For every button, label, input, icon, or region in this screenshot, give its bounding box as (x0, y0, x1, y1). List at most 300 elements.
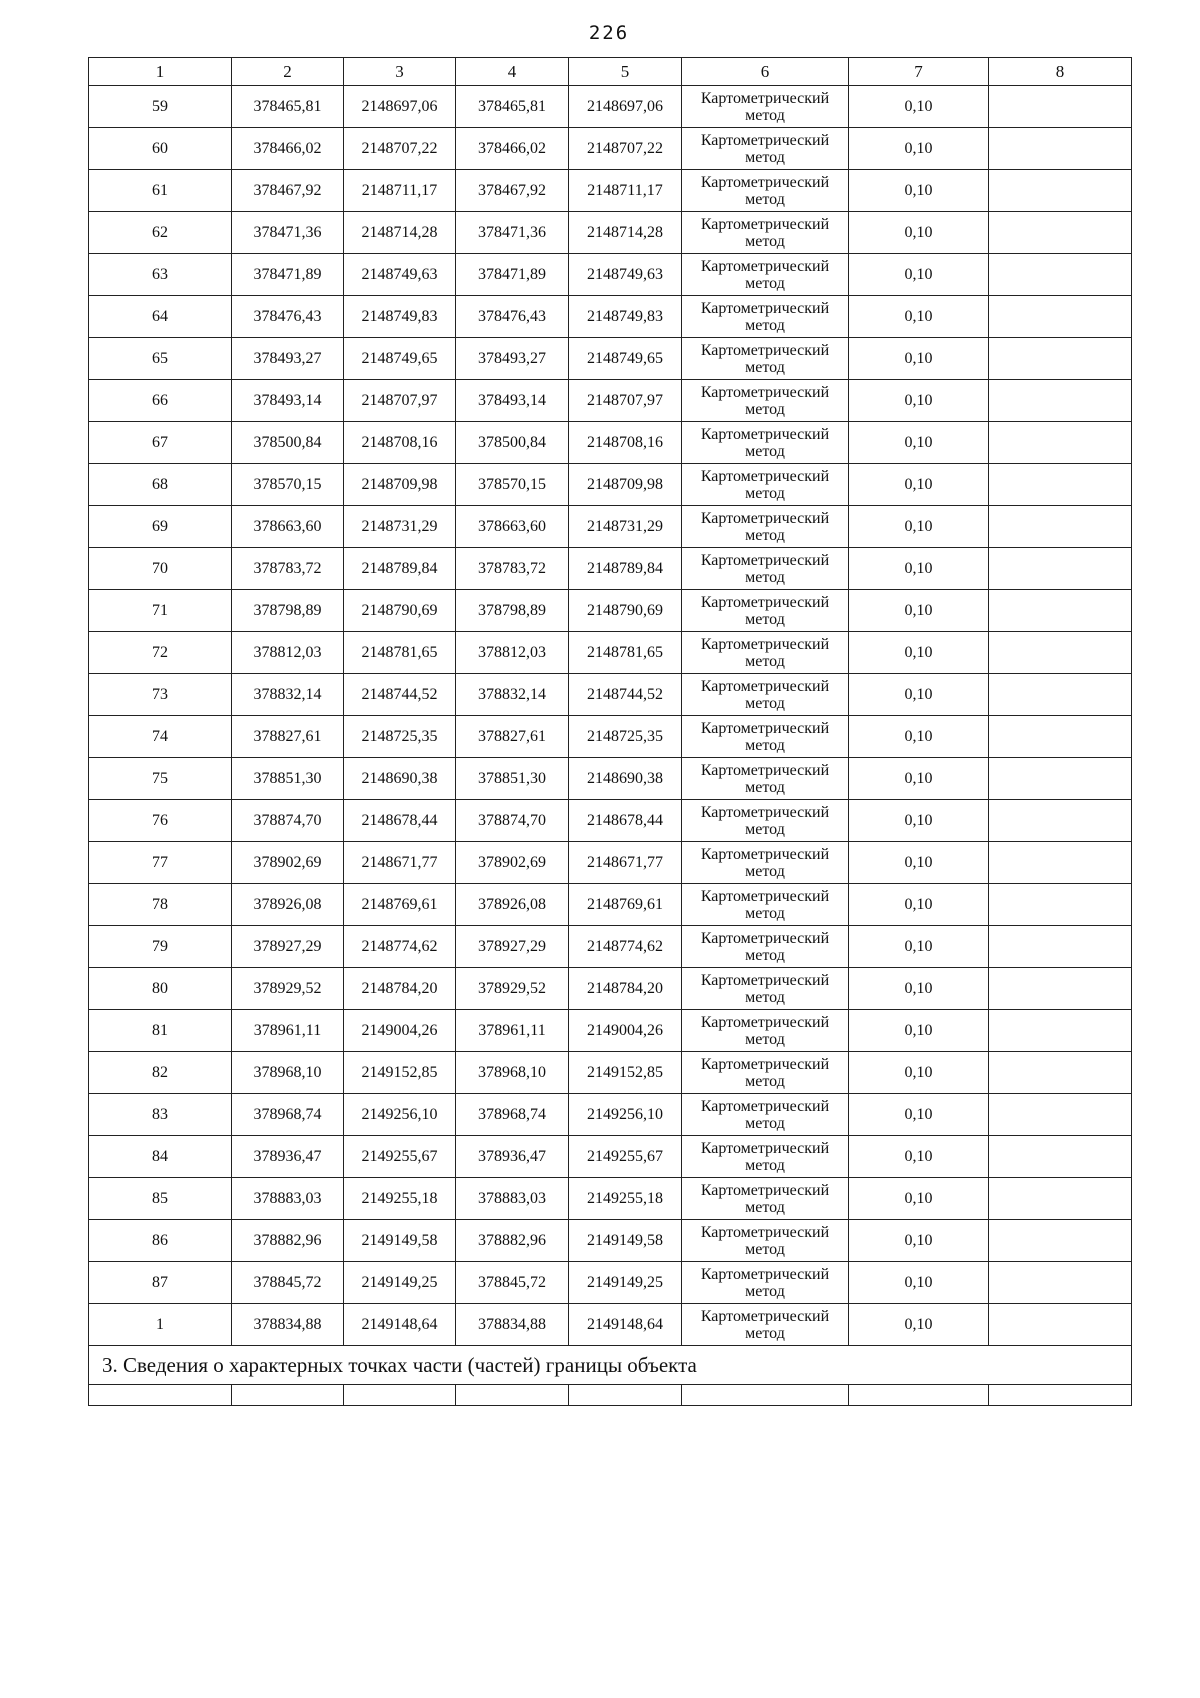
accuracy-cell: 0,10 (849, 758, 989, 800)
y-old-cell: 2148744,52 (344, 674, 456, 716)
point-number-cell: 65 (89, 338, 232, 380)
y-new-cell: 2149255,18 (569, 1178, 682, 1220)
point-number-cell: 87 (89, 1262, 232, 1304)
x-old-cell: 378882,96 (232, 1220, 344, 1262)
y-old-cell: 2149004,26 (344, 1010, 456, 1052)
x-new-cell: 378882,96 (456, 1220, 569, 1262)
x-new-cell: 378929,52 (456, 968, 569, 1010)
description-cell (989, 86, 1132, 128)
y-new-cell: 2148784,20 (569, 968, 682, 1010)
method-line: Картометрический (700, 425, 830, 443)
method-line: метод (745, 820, 785, 838)
y-new-cell: 2148711,17 (569, 170, 682, 212)
x-old-cell: 378812,03 (232, 632, 344, 674)
y-old-cell: 2148725,35 (344, 716, 456, 758)
description-cell (989, 170, 1132, 212)
description-cell (989, 1052, 1132, 1094)
point-number-cell: 63 (89, 254, 232, 296)
y-old-cell: 2148697,06 (344, 86, 456, 128)
y-old-cell: 2148711,17 (344, 170, 456, 212)
method-cell (682, 212, 849, 254)
method-line: метод (745, 862, 785, 880)
x-new-cell: 378902,69 (456, 842, 569, 884)
method-cell (682, 1094, 849, 1136)
accuracy-cell: 0,10 (849, 1136, 989, 1178)
table-row (89, 380, 1132, 422)
x-new-cell: 378476,43 (456, 296, 569, 338)
method-line: Картометрический (700, 89, 830, 107)
table-row (89, 1178, 1132, 1220)
method-cell (682, 884, 849, 926)
x-old-cell: 378883,03 (232, 1178, 344, 1220)
y-old-cell: 2148790,69 (344, 590, 456, 632)
empty-cell (89, 1385, 232, 1406)
method-line: метод (745, 1324, 785, 1342)
method-line: метод (745, 1114, 785, 1132)
description-cell (989, 128, 1132, 170)
method-line: Картометрический (700, 845, 830, 863)
x-old-cell: 378874,70 (232, 800, 344, 842)
coordinates-table (88, 57, 1132, 1406)
y-old-cell: 2148671,77 (344, 842, 456, 884)
x-old-cell: 378493,14 (232, 380, 344, 422)
accuracy-cell: 0,10 (849, 380, 989, 422)
point-number-cell: 83 (89, 1094, 232, 1136)
description-cell (989, 1136, 1132, 1178)
x-new-cell: 378783,72 (456, 548, 569, 590)
y-old-cell: 2148714,28 (344, 212, 456, 254)
point-number-cell: 61 (89, 170, 232, 212)
y-old-cell: 2148749,83 (344, 296, 456, 338)
accuracy-cell: 0,10 (849, 338, 989, 380)
x-new-cell: 378927,29 (456, 926, 569, 968)
accuracy-cell: 0,10 (849, 716, 989, 758)
accuracy-cell: 0,10 (849, 1304, 989, 1346)
x-old-cell: 378834,88 (232, 1304, 344, 1346)
method-line: метод (745, 1198, 785, 1216)
description-cell (989, 590, 1132, 632)
y-new-cell: 2149149,25 (569, 1262, 682, 1304)
method-line: метод (745, 1240, 785, 1258)
y-old-cell: 2148774,62 (344, 926, 456, 968)
x-old-cell: 378827,61 (232, 716, 344, 758)
empty-cell (232, 1385, 344, 1406)
point-number-cell: 82 (89, 1052, 232, 1094)
y-new-cell: 2148709,98 (569, 464, 682, 506)
method-line: Картометрический (700, 383, 830, 401)
y-new-cell: 2148690,38 (569, 758, 682, 800)
y-old-cell: 2148708,16 (344, 422, 456, 464)
description-cell (989, 1220, 1132, 1262)
x-new-cell: 378570,15 (456, 464, 569, 506)
method-line: Картометрический (700, 761, 830, 779)
method-line: метод (745, 1282, 785, 1300)
method-line: Картометрический (700, 341, 830, 359)
method-cell (682, 338, 849, 380)
accuracy-cell: 0,10 (849, 1178, 989, 1220)
method-line: метод (745, 904, 785, 922)
x-old-cell: 378902,69 (232, 842, 344, 884)
description-cell (989, 506, 1132, 548)
table-row (89, 296, 1132, 338)
method-line: метод (745, 400, 785, 418)
accuracy-cell: 0,10 (849, 212, 989, 254)
empty-row (89, 1385, 1132, 1406)
x-old-cell: 378471,36 (232, 212, 344, 254)
method-cell (682, 128, 849, 170)
x-new-cell: 378466,02 (456, 128, 569, 170)
x-old-cell: 378476,43 (232, 296, 344, 338)
accuracy-cell: 0,10 (849, 926, 989, 968)
page-number: 226 (588, 22, 630, 44)
description-cell (989, 716, 1132, 758)
point-number-cell: 71 (89, 590, 232, 632)
table-row (89, 422, 1132, 464)
method-line: метод (745, 106, 785, 124)
table-row (89, 506, 1132, 548)
y-old-cell: 2148781,65 (344, 632, 456, 674)
method-cell (682, 86, 849, 128)
y-new-cell: 2148744,52 (569, 674, 682, 716)
method-cell (682, 1220, 849, 1262)
x-old-cell: 378929,52 (232, 968, 344, 1010)
x-old-cell: 378493,27 (232, 338, 344, 380)
method-cell (682, 548, 849, 590)
x-new-cell: 378500,84 (456, 422, 569, 464)
y-old-cell: 2148678,44 (344, 800, 456, 842)
accuracy-cell: 0,10 (849, 1052, 989, 1094)
table-row (89, 1220, 1132, 1262)
y-old-cell: 2148769,61 (344, 884, 456, 926)
accuracy-cell: 0,10 (849, 632, 989, 674)
accuracy-cell: 0,10 (849, 296, 989, 338)
description-cell (989, 464, 1132, 506)
method-line: Картометрический (700, 1223, 830, 1241)
method-cell (682, 464, 849, 506)
method-cell (682, 170, 849, 212)
y-new-cell: 2148790,69 (569, 590, 682, 632)
y-new-cell: 2148731,29 (569, 506, 682, 548)
description-cell (989, 212, 1132, 254)
method-line: метод (745, 694, 785, 712)
method-line: Картометрический (700, 215, 830, 233)
section-row (89, 1346, 1132, 1385)
description-cell (989, 884, 1132, 926)
description-cell (989, 800, 1132, 842)
method-line: метод (745, 736, 785, 754)
point-number-cell: 70 (89, 548, 232, 590)
y-new-cell: 2148678,44 (569, 800, 682, 842)
method-line: Картометрический (700, 803, 830, 821)
method-line: Картометрический (700, 467, 830, 485)
y-new-cell: 2148707,97 (569, 380, 682, 422)
table-row (89, 674, 1132, 716)
method-line: Картометрический (700, 257, 830, 275)
accuracy-cell: 0,10 (849, 590, 989, 632)
x-new-cell: 378827,61 (456, 716, 569, 758)
method-cell (682, 1136, 849, 1178)
method-cell (682, 1178, 849, 1220)
header-cell: 2 (232, 58, 344, 86)
y-old-cell: 2148784,20 (344, 968, 456, 1010)
method-cell (682, 1262, 849, 1304)
method-cell (682, 380, 849, 422)
method-line: Картометрический (700, 1139, 830, 1157)
accuracy-cell: 0,10 (849, 422, 989, 464)
x-new-cell: 378798,89 (456, 590, 569, 632)
table-row (89, 128, 1132, 170)
method-line: Картометрический (700, 1055, 830, 1073)
method-cell (682, 1010, 849, 1052)
method-line: Картометрический (700, 299, 830, 317)
x-new-cell: 378812,03 (456, 632, 569, 674)
table-row (89, 1262, 1132, 1304)
method-cell (682, 758, 849, 800)
method-line: Картометрический (700, 1181, 830, 1199)
x-new-cell: 378471,36 (456, 212, 569, 254)
method-line: Картометрический (700, 1013, 830, 1031)
accuracy-cell: 0,10 (849, 1262, 989, 1304)
table-row (89, 1052, 1132, 1094)
point-number-cell: 59 (89, 86, 232, 128)
accuracy-cell: 0,10 (849, 1010, 989, 1052)
y-old-cell: 2149256,10 (344, 1094, 456, 1136)
table-row (89, 1094, 1132, 1136)
y-old-cell: 2148709,98 (344, 464, 456, 506)
table-row (89, 632, 1132, 674)
description-cell (989, 968, 1132, 1010)
point-number-cell: 68 (89, 464, 232, 506)
y-old-cell: 2148731,29 (344, 506, 456, 548)
point-number-cell: 84 (89, 1136, 232, 1178)
description-cell (989, 1010, 1132, 1052)
header-cell: 8 (989, 58, 1132, 86)
method-line: метод (745, 526, 785, 544)
point-number-cell: 85 (89, 1178, 232, 1220)
accuracy-cell: 0,10 (849, 1094, 989, 1136)
empty-cell (849, 1385, 989, 1406)
x-new-cell: 378936,47 (456, 1136, 569, 1178)
x-new-cell: 378663,60 (456, 506, 569, 548)
header-cell: 4 (456, 58, 569, 86)
x-new-cell: 378465,81 (456, 86, 569, 128)
point-number-cell: 64 (89, 296, 232, 338)
x-new-cell: 378834,88 (456, 1304, 569, 1346)
header-cell: 6 (682, 58, 849, 86)
method-line: метод (745, 988, 785, 1006)
section-heading: 3. Сведения о характерных точках части (частей) границы объекта (89, 1346, 1132, 1385)
method-cell (682, 254, 849, 296)
x-old-cell: 378936,47 (232, 1136, 344, 1178)
point-number-cell: 80 (89, 968, 232, 1010)
x-old-cell: 378961,11 (232, 1010, 344, 1052)
accuracy-cell: 0,10 (849, 968, 989, 1010)
description-cell (989, 548, 1132, 590)
x-old-cell: 378927,29 (232, 926, 344, 968)
accuracy-cell: 0,10 (849, 464, 989, 506)
x-old-cell: 378968,74 (232, 1094, 344, 1136)
method-line: Картометрический (700, 635, 830, 653)
description-cell (989, 422, 1132, 464)
header-cell: 1 (89, 58, 232, 86)
method-line: метод (745, 274, 785, 292)
point-number-cell: 75 (89, 758, 232, 800)
y-new-cell: 2149004,26 (569, 1010, 682, 1052)
x-new-cell: 378832,14 (456, 674, 569, 716)
empty-cell (456, 1385, 569, 1406)
method-cell (682, 422, 849, 464)
method-line: метод (745, 1156, 785, 1174)
method-line: метод (745, 1030, 785, 1048)
method-line: Картометрический (700, 1097, 830, 1115)
table-row (89, 968, 1132, 1010)
method-line: метод (745, 1072, 785, 1090)
method-line: Картометрический (700, 173, 830, 191)
y-new-cell: 2148749,83 (569, 296, 682, 338)
x-old-cell: 378465,81 (232, 86, 344, 128)
empty-cell (682, 1385, 849, 1406)
method-cell (682, 1304, 849, 1346)
table-row (89, 212, 1132, 254)
y-new-cell: 2148769,61 (569, 884, 682, 926)
method-cell (682, 926, 849, 968)
y-new-cell: 2149148,64 (569, 1304, 682, 1346)
method-cell (682, 506, 849, 548)
method-line: метод (745, 778, 785, 796)
accuracy-cell: 0,10 (849, 800, 989, 842)
table-row (89, 548, 1132, 590)
y-new-cell: 2149255,67 (569, 1136, 682, 1178)
method-line: метод (745, 946, 785, 964)
x-old-cell: 378466,02 (232, 128, 344, 170)
y-old-cell: 2148749,65 (344, 338, 456, 380)
y-new-cell: 2148707,22 (569, 128, 682, 170)
y-new-cell: 2148697,06 (569, 86, 682, 128)
header-row (89, 58, 1132, 86)
y-new-cell: 2148725,35 (569, 716, 682, 758)
method-line: Картометрический (700, 1265, 830, 1283)
method-line: метод (745, 148, 785, 166)
table-row (89, 464, 1132, 506)
description-cell (989, 380, 1132, 422)
method-line: метод (745, 652, 785, 670)
point-number-cell: 74 (89, 716, 232, 758)
x-new-cell: 378851,30 (456, 758, 569, 800)
table-row (89, 842, 1132, 884)
point-number-cell: 81 (89, 1010, 232, 1052)
table-row (89, 1010, 1132, 1052)
description-cell (989, 1094, 1132, 1136)
table-row (89, 170, 1132, 212)
method-line: метод (745, 316, 785, 334)
point-number-cell: 77 (89, 842, 232, 884)
method-line: Картометрический (700, 929, 830, 947)
y-old-cell: 2148789,84 (344, 548, 456, 590)
y-new-cell: 2149152,85 (569, 1052, 682, 1094)
x-old-cell: 378968,10 (232, 1052, 344, 1094)
y-old-cell: 2149149,25 (344, 1262, 456, 1304)
point-number-cell: 66 (89, 380, 232, 422)
y-new-cell: 2148774,62 (569, 926, 682, 968)
x-new-cell: 378968,10 (456, 1052, 569, 1094)
description-cell (989, 1178, 1132, 1220)
table-row (89, 86, 1132, 128)
table-row (89, 758, 1132, 800)
method-cell (682, 716, 849, 758)
description-cell (989, 758, 1132, 800)
point-number-cell: 60 (89, 128, 232, 170)
x-old-cell: 378783,72 (232, 548, 344, 590)
method-line: Картометрический (700, 1307, 830, 1325)
x-old-cell: 378471,89 (232, 254, 344, 296)
y-old-cell: 2148749,63 (344, 254, 456, 296)
method-line: Картометрический (700, 971, 830, 989)
table-row (89, 926, 1132, 968)
point-number-cell: 86 (89, 1220, 232, 1262)
point-number-cell: 1 (89, 1304, 232, 1346)
method-line: Картометрический (700, 131, 830, 149)
x-old-cell: 378926,08 (232, 884, 344, 926)
accuracy-cell: 0,10 (849, 842, 989, 884)
accuracy-cell: 0,10 (849, 86, 989, 128)
empty-cell (569, 1385, 682, 1406)
x-old-cell: 378570,15 (232, 464, 344, 506)
y-old-cell: 2149152,85 (344, 1052, 456, 1094)
y-new-cell: 2148781,65 (569, 632, 682, 674)
table-row (89, 800, 1132, 842)
accuracy-cell: 0,10 (849, 506, 989, 548)
method-line: метод (745, 610, 785, 628)
x-old-cell: 378851,30 (232, 758, 344, 800)
method-cell (682, 800, 849, 842)
x-new-cell: 378845,72 (456, 1262, 569, 1304)
point-number-cell: 67 (89, 422, 232, 464)
y-new-cell: 2148789,84 (569, 548, 682, 590)
y-new-cell: 2149149,58 (569, 1220, 682, 1262)
method-cell (682, 296, 849, 338)
description-cell (989, 338, 1132, 380)
table-row (89, 338, 1132, 380)
x-old-cell: 378832,14 (232, 674, 344, 716)
table-row (89, 590, 1132, 632)
method-line: Картометрический (700, 719, 830, 737)
method-cell (682, 590, 849, 632)
y-new-cell: 2149256,10 (569, 1094, 682, 1136)
y-new-cell: 2148749,63 (569, 254, 682, 296)
description-cell (989, 296, 1132, 338)
method-cell (682, 632, 849, 674)
y-new-cell: 2148708,16 (569, 422, 682, 464)
header-cell: 5 (569, 58, 682, 86)
empty-cell (989, 1385, 1132, 1406)
accuracy-cell: 0,10 (849, 170, 989, 212)
method-cell (682, 842, 849, 884)
accuracy-cell: 0,10 (849, 884, 989, 926)
y-new-cell: 2148671,77 (569, 842, 682, 884)
method-line: метод (745, 190, 785, 208)
y-old-cell: 2148707,22 (344, 128, 456, 170)
method-line: Картометрический (700, 887, 830, 905)
method-line: Картометрический (700, 593, 830, 611)
accuracy-cell: 0,10 (849, 128, 989, 170)
description-cell (989, 1262, 1132, 1304)
method-cell (682, 968, 849, 1010)
accuracy-cell: 0,10 (849, 1220, 989, 1262)
point-number-cell: 62 (89, 212, 232, 254)
x-new-cell: 378874,70 (456, 800, 569, 842)
x-new-cell: 378467,92 (456, 170, 569, 212)
y-new-cell: 2148749,65 (569, 338, 682, 380)
